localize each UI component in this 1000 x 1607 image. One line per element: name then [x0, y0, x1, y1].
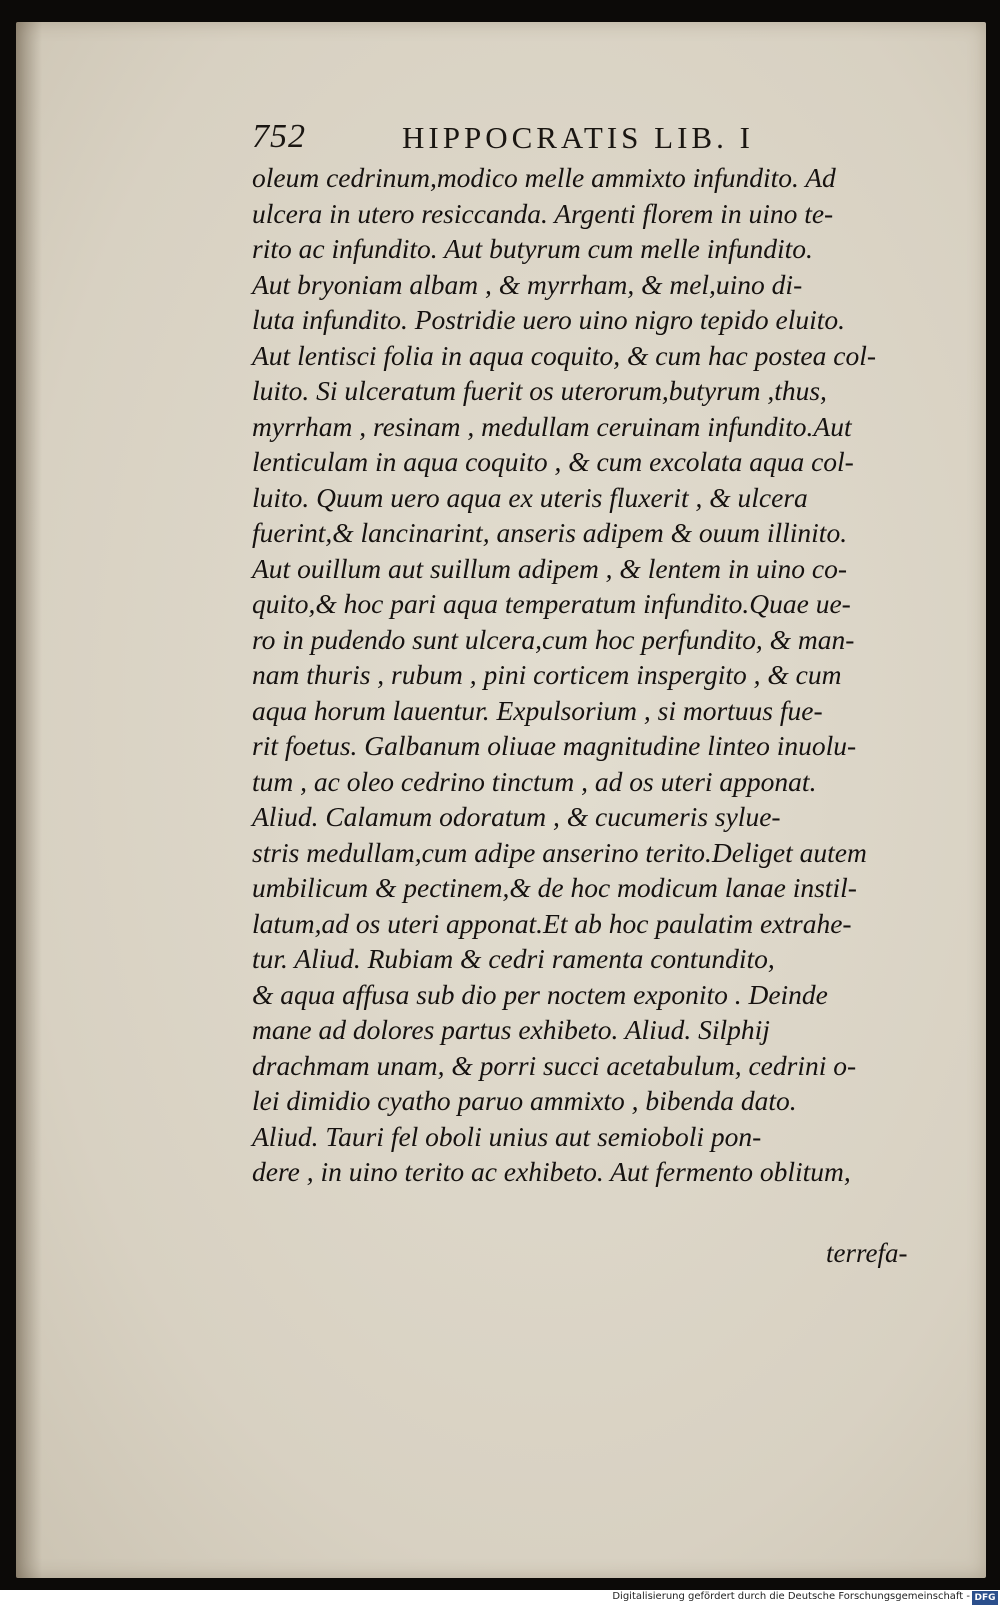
text-line: latum,ad os uteri apponat.Et ab hoc paulatim extrahe- [252, 907, 852, 939]
text-line: & aqua affusa sub dio per noctem exponito . Deinde [252, 978, 828, 1010]
footer-bar [0, 1590, 1000, 1607]
text-line: oleum cedrinum,modico melle ammixto infundito. Ad [252, 162, 836, 193]
dfg-logo: DFG [972, 1591, 998, 1605]
catchword: terrefa- [826, 1238, 908, 1268]
text-line: lenticulam in aqua coquito , & cum excolata aqua col- [252, 446, 854, 477]
text-line: rit foetus. Galbanum oliuae magnitudine linteo inuolu- [252, 730, 857, 761]
text-line: Aut ouillum aut suillum adipem , & lentem in uino co- [252, 552, 848, 584]
text-line: dere , in uino terito ac exhibeto. Aut fermento oblitum, [252, 1156, 851, 1187]
text-line: mane ad dolores partus exhibeto. Aliud. Silphij [252, 1014, 770, 1045]
text-line: aqua horum lauentur. Expulsorium , si mortuus fue- [252, 694, 823, 726]
text-line: luito. Quum uero aqua ex uteris fluxerit , & ulcera [252, 481, 808, 513]
text-line: luta infundito. Postridie uero uino nigro tepido eluito. [252, 304, 846, 335]
text-line: ulcera in utero resiccanda. Argenti florem in uino te- [252, 197, 834, 229]
text-line: umbilicum & pectinem,& de hoc modicum lanae instil- [252, 872, 857, 903]
page-header [252, 118, 932, 162]
running-title: HIPPOCRATIS LIB. I [402, 120, 754, 155]
text-line: Aut lentisci folia in aqua coquito, & cum hac postea col- [252, 339, 877, 371]
text-line: tum , ac oleo cedrino tinctum , ad os uteri apponat. [252, 765, 817, 797]
page-number: 752 [252, 118, 306, 155]
text-line: stris medullam,cum adipe anserino terito.Deliget autem [252, 836, 867, 868]
text-line: nam thuris , rubum , pini corticem inspergito , & cum [252, 659, 842, 690]
text-line: tur. Aliud. Rubiam & cedri ramenta contundito, [252, 943, 775, 974]
text-line: Aliud. Calamum odoratum , & cucumeris sylue- [252, 801, 781, 832]
text-line: myrrham , resinam , medullam ceruinam infundito.Aut [252, 410, 852, 442]
text-line: Aliud. Tauri fel oboli unius aut semioboli pon- [252, 1120, 762, 1152]
body-text [252, 160, 942, 1190]
text-line: Aut bryoniam albam , & myrrham, & mel,uino di- [252, 268, 803, 300]
spine-shadow [16, 22, 42, 1578]
text-line: ro in pudendo sunt ulcera,cum hoc perfundito, & man- [252, 623, 855, 655]
text-line: fuerint,& lancinarint, anseris adipem & ouum illinito. [252, 517, 848, 548]
text-line: lei dimidio cyatho paruo ammixto , bibenda dato. [252, 1085, 797, 1116]
text-line: drachmam unam, & porri succi acetabulum, cedrini o- [252, 1049, 857, 1081]
funding-credit: Digitalisierung gefördert durch die Deutsche Forschungsgemeinschaft - [612, 1591, 970, 1602]
text-line: luito. Si ulceratum fuerit os uterorum,butyrum ,thus, [252, 375, 827, 406]
text-line: rito ac infundito. Aut butyrum cum melle infundito. [252, 233, 813, 264]
text-line: quito,& hoc pari aqua temperatum infundito.Quae ue- [252, 588, 851, 619]
